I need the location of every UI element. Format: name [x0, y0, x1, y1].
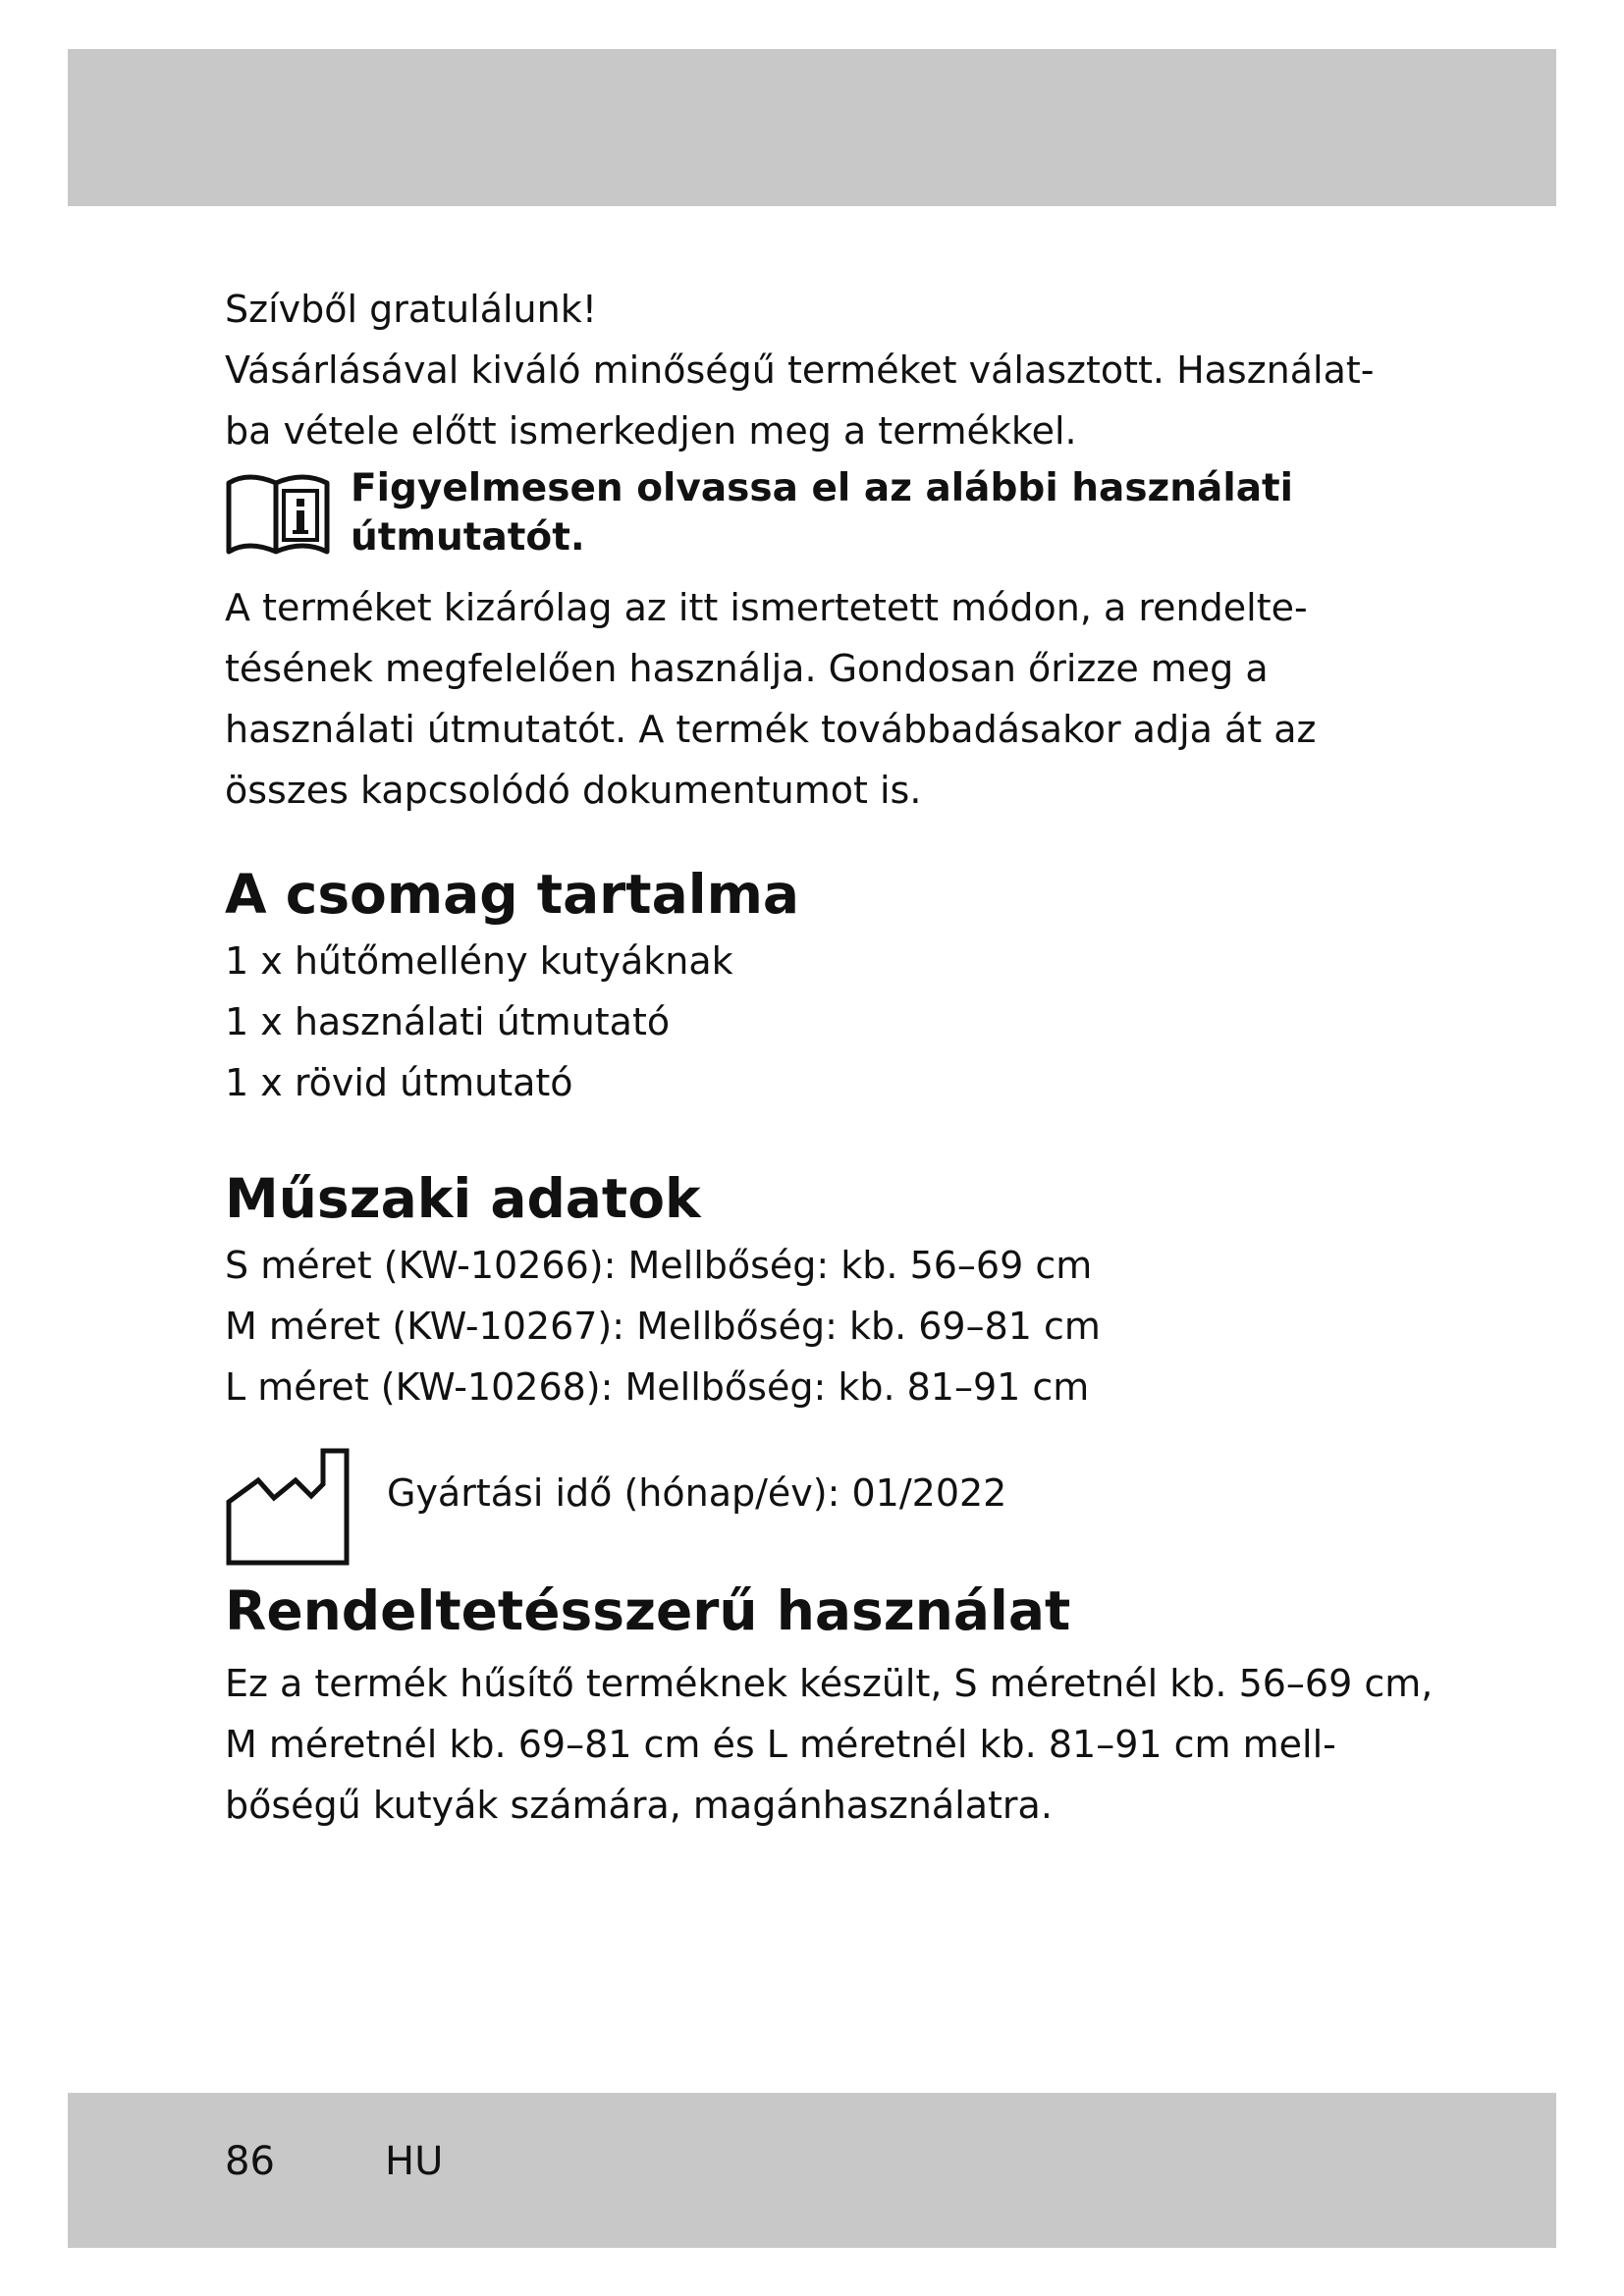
intro-line-2: ba vétele előtt ismerkedjen meg a termékkel.: [225, 409, 1077, 453]
page-number: 86: [225, 2139, 275, 2184]
intended-use-line-2: M méretnél kb. 69–81 cm és L méretnél kb. 81–91 cm mell-: [225, 1723, 1336, 1766]
notice-line-2: útmutatót.: [351, 515, 585, 560]
footer-band: [68, 2093, 1556, 2248]
technical-data-heading: Műszaki adatok: [225, 1167, 701, 1230]
greeting-text: Szívből gratulálunk!: [225, 288, 597, 331]
usage-line-1: A terméket kizárólag az itt ismertetett módon, a rendelte-: [225, 586, 1308, 629]
intended-use-line-3: bőségű kutyák számára, magánhasználatra.: [225, 1784, 1053, 1827]
usage-line-3: használati útmutatót. A termék továbbadásakor adja át az: [225, 708, 1317, 751]
spec-item: M méret (KW-10267): Mellbőség: kb. 69–81 cm: [225, 1305, 1101, 1348]
intro-section: [225, 279, 1403, 461]
package-item: 1 x használati útmutató: [225, 1000, 671, 1043]
technical-data-section: [225, 1164, 1403, 1417]
usage-line-4: összes kapcsolódó dokumentumot is.: [225, 769, 922, 812]
spec-item: L méret (KW-10268): Mellbőség: kb. 81–91 cm: [225, 1365, 1090, 1409]
language-code: HU: [385, 2139, 444, 2184]
usage-paragraph: [225, 577, 1403, 821]
package-item: 1 x hűtőmellény kutyáknak: [225, 939, 733, 983]
intended-use-line-1: Ez a termék hűsítő terméknek készült, S méretnél kb. 56–69 cm,: [225, 1662, 1434, 1705]
header-band: [68, 49, 1556, 206]
manual-book-icon: [225, 469, 331, 563]
manufacture-date-text: Gyártási idő (hónap/év): 01/2022: [387, 1471, 1007, 1515]
package-contents-section: [225, 860, 1403, 1113]
spec-item: S méret (KW-10266): Mellbőség: kb. 56–69 cm: [225, 1244, 1093, 1287]
intended-use-heading: Rendeltetésszerű használat: [225, 1579, 1071, 1642]
manufacture-date: [387, 1463, 1565, 1523]
package-contents-heading: A csomag tartalma: [225, 863, 799, 926]
factory-icon: [225, 1445, 351, 1571]
notice-section: [351, 464, 1529, 562]
notice-line-1: Figyelmesen olvassa el az alábbi használati: [351, 466, 1294, 510]
intended-use-section: [225, 1576, 1434, 1836]
package-item: 1 x rövid útmutató: [225, 1061, 573, 1104]
intro-line-1: Vásárlásával kiváló minőségű terméket választott. Használat-: [225, 348, 1375, 392]
usage-line-2: tésének megfelelően használja. Gondosan őrizze meg a: [225, 647, 1269, 690]
